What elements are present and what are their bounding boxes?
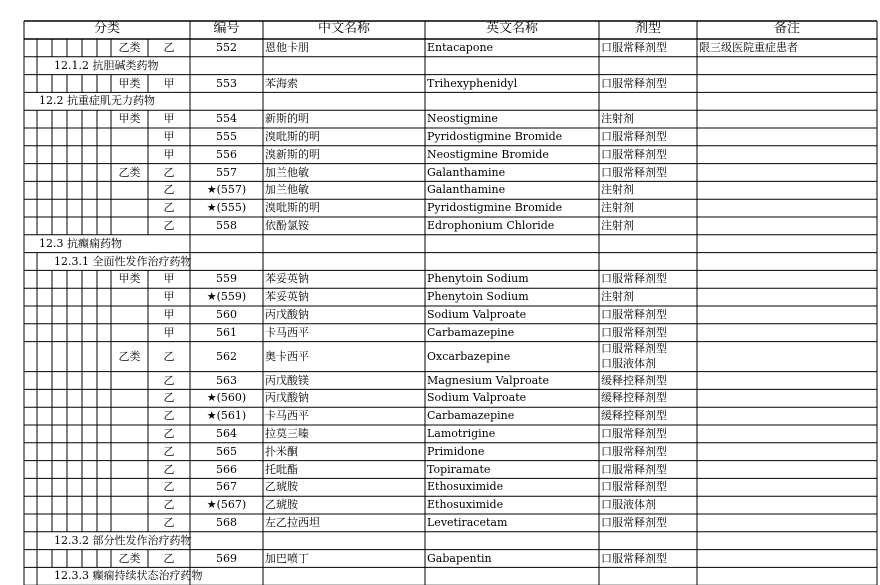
grade-cell: 乙类 (118, 165, 141, 179)
dosage-form-cell: 口服常释剂型 (601, 307, 667, 321)
english-name-cell: Ethosuximide (427, 498, 504, 512)
english-name-cell: Pyridostigmine Bromide (427, 201, 563, 215)
chinese-name-cell: 丙戊酸钠 (265, 391, 309, 405)
number-cell: 569 (216, 551, 237, 565)
grade-cell: 乙类 (118, 551, 141, 565)
dosage-form-cell: 口服常释剂型 (601, 342, 667, 356)
chinese-name-cell: 苯妥英钠 (265, 290, 309, 304)
level-cell: 乙 (163, 165, 175, 179)
chinese-name-cell: 恩他卡朋 (265, 40, 309, 54)
number-cell: 565 (216, 444, 237, 458)
number-cell: 564 (216, 426, 237, 440)
english-name-cell: Neostigmine Bromide (427, 147, 549, 161)
level-cell: 甲 (163, 76, 175, 90)
dosage-form-cell: 口服常释剂型 (601, 129, 667, 143)
chinese-name-cell: 卡马西平 (265, 325, 309, 339)
number-cell: 566 (216, 462, 237, 476)
dosage-form-cell: 口服常释剂型 (601, 444, 667, 458)
chinese-name-cell: 新斯的明 (265, 112, 309, 126)
chinese-name-cell: 加巴喷丁 (265, 551, 309, 565)
english-name-cell: Gabapentin (427, 551, 492, 565)
grade-cell: 乙类 (118, 40, 141, 54)
dosage-form-cell: 口服常释剂型 (601, 325, 667, 339)
dosage-form-cell: 口服常释剂型 (601, 426, 667, 440)
dosage-form-cell: 口服常释剂型 (601, 551, 667, 565)
chinese-name-cell: 奥卡西平 (265, 349, 309, 363)
english-name-cell: Ethosuximide (427, 480, 504, 494)
number-cell: 568 (216, 515, 237, 529)
chinese-name-cell: 加兰他敏 (265, 165, 309, 179)
number-cell: 559 (216, 272, 237, 286)
level-cell: 乙 (163, 462, 175, 476)
english-name-cell: Lamotrigine (427, 426, 496, 440)
level-cell: 乙 (163, 40, 175, 54)
dosage-form-cell: 缓释控释剂型 (601, 409, 667, 423)
dosage-form-cell: 缓释控释剂型 (601, 373, 667, 387)
grade-cell: 乙类 (118, 349, 141, 363)
chinese-name-cell: 拉莫三嗪 (265, 426, 309, 440)
number-cell: 561 (216, 325, 237, 339)
number-cell: 556 (216, 147, 237, 161)
dosage-form-cell: 口服常释剂型 (601, 40, 667, 54)
chinese-name-cell: 左乙拉西坦 (265, 515, 320, 529)
english-name-cell: Magnesium Valproate (427, 373, 550, 387)
dosage-form-cell: 注射剂 (601, 290, 634, 304)
header-english-name: 英文名称 (485, 21, 538, 36)
level-cell: 乙 (163, 498, 175, 512)
grade-cell: 甲类 (118, 76, 141, 90)
dosage-form-cell: 口服液体剂 (601, 357, 656, 371)
chinese-name-cell: 溴吡斯的明 (265, 129, 320, 143)
chinese-name-cell: 卡马西平 (265, 409, 309, 423)
chinese-name-cell: 苯妥英钠 (265, 272, 309, 286)
number-cell: 553 (216, 76, 237, 90)
chinese-name-cell: 溴吡斯的明 (265, 201, 320, 215)
level-cell: 乙 (163, 515, 175, 529)
chinese-name-cell: 溴新斯的明 (265, 147, 320, 161)
remark-cell: 限三级医院重症患者 (699, 40, 798, 54)
number-cell: ★(555) (206, 201, 247, 215)
level-cell: 乙 (163, 444, 175, 458)
header-dosage-form: 剂型 (634, 21, 661, 36)
section-label: 12.1.2 抗胆碱类药物 (54, 58, 159, 72)
number-cell: ★(559) (206, 290, 247, 304)
level-cell: 甲 (163, 129, 175, 143)
chinese-name-cell: 乙琥胺 (265, 498, 298, 512)
english-name-cell: Trihexyphenidyl (427, 76, 518, 90)
header-remark: 备注 (773, 21, 800, 36)
chinese-name-cell: 扑米酮 (265, 444, 298, 458)
english-name-cell: Primidone (427, 444, 485, 458)
chinese-name-cell: 加兰他敏 (265, 183, 309, 197)
english-name-cell: Carbamazepine (427, 325, 515, 339)
english-name-cell: Phenytoin Sodium (427, 290, 529, 304)
chinese-name-cell: 丙戊酸钠 (265, 307, 309, 321)
dosage-form-cell: 口服常释剂型 (601, 480, 667, 494)
chinese-name-cell: 托吡酯 (265, 462, 298, 476)
grade-cell: 甲类 (118, 112, 141, 126)
number-cell: ★(557) (206, 183, 247, 197)
number-cell: 567 (216, 480, 237, 494)
english-name-cell: Levetiracetam (427, 515, 508, 529)
english-name-cell: Edrophonium Chloride (427, 218, 555, 232)
dosage-form-cell: 口服液体剂 (601, 498, 656, 512)
level-cell: 乙 (163, 391, 175, 405)
section-label: 12.2 抗重症肌无力药物 (39, 94, 155, 108)
section-label: 12.3.3 癫痫持续状态治疗药物 (54, 569, 203, 583)
dosage-form-cell: 口服常释剂型 (601, 462, 667, 476)
chinese-name-cell: 乙琥胺 (265, 480, 298, 494)
english-name-cell: Entacapone (427, 40, 494, 54)
dosage-form-cell: 口服常释剂型 (601, 147, 667, 161)
number-cell: 558 (216, 218, 237, 232)
english-name-cell: Sodium Valproate (427, 391, 527, 405)
dosage-form-cell: 注射剂 (601, 218, 634, 232)
number-cell: 557 (216, 165, 237, 179)
number-cell: ★(561) (206, 409, 247, 423)
dosage-form-cell: 注射剂 (601, 201, 634, 215)
english-name-cell: Topiramate (427, 462, 491, 476)
level-cell: 甲 (163, 272, 175, 286)
level-cell: 乙 (163, 349, 175, 363)
english-name-cell: Oxcarbazepine (427, 349, 511, 363)
level-cell: 乙 (163, 426, 175, 440)
level-cell: 甲 (163, 325, 175, 339)
level-cell: 甲 (163, 290, 175, 304)
number-cell: 563 (216, 373, 237, 387)
section-label: 12.3.1 全面性发作治疗药物 (54, 254, 192, 268)
number-cell: 552 (216, 40, 237, 54)
chinese-name-cell: 丙戊酸镁 (265, 373, 309, 387)
section-label: 12.3 抗癫痫药物 (39, 236, 122, 250)
dosage-form-cell: 口服常释剂型 (601, 272, 667, 286)
grade-cell: 甲类 (118, 272, 141, 286)
number-cell: 562 (216, 349, 237, 363)
level-cell: 乙 (163, 201, 175, 215)
english-name-cell: Galanthamine (427, 165, 506, 179)
header-chinese-name: 中文名称 (317, 21, 370, 36)
english-name-cell: Neostigmine (427, 112, 498, 126)
level-cell: 乙 (163, 551, 175, 565)
chinese-name-cell: 依酚氯铵 (265, 218, 309, 232)
section-label: 12.3.2 部分性发作治疗药物 (54, 533, 192, 547)
number-cell: 560 (216, 307, 237, 321)
level-cell: 乙 (163, 409, 175, 423)
english-name-cell: Galanthamine (427, 183, 506, 197)
english-name-cell: Sodium Valproate (427, 307, 527, 321)
header-number: 编号 (213, 21, 240, 36)
dosage-form-cell: 注射剂 (601, 112, 634, 126)
level-cell: 乙 (163, 183, 175, 197)
level-cell: 甲 (163, 307, 175, 321)
level-cell: 乙 (163, 480, 175, 494)
english-name-cell: Carbamazepine (427, 409, 515, 423)
number-cell: 554 (216, 112, 237, 126)
dosage-form-cell: 口服常释剂型 (601, 165, 667, 179)
dosage-form-cell: 注射剂 (601, 183, 634, 197)
dosage-form-cell: 口服常释剂型 (601, 76, 667, 90)
level-cell: 乙 (163, 218, 175, 232)
header-category: 分类 (93, 21, 120, 36)
english-name-cell: Phenytoin Sodium (427, 272, 529, 286)
chinese-name-cell: 苯海索 (265, 76, 298, 90)
english-name-cell: Pyridostigmine Bromide (427, 129, 563, 143)
number-cell: ★(560) (206, 391, 247, 405)
level-cell: 甲 (163, 147, 175, 161)
number-cell: ★(567) (206, 498, 247, 512)
level-cell: 甲 (163, 112, 175, 126)
dosage-form-cell: 缓释控释剂型 (601, 391, 667, 405)
level-cell: 乙 (163, 373, 175, 387)
dosage-form-cell: 口服常释剂型 (601, 515, 667, 529)
number-cell: 555 (216, 129, 237, 143)
